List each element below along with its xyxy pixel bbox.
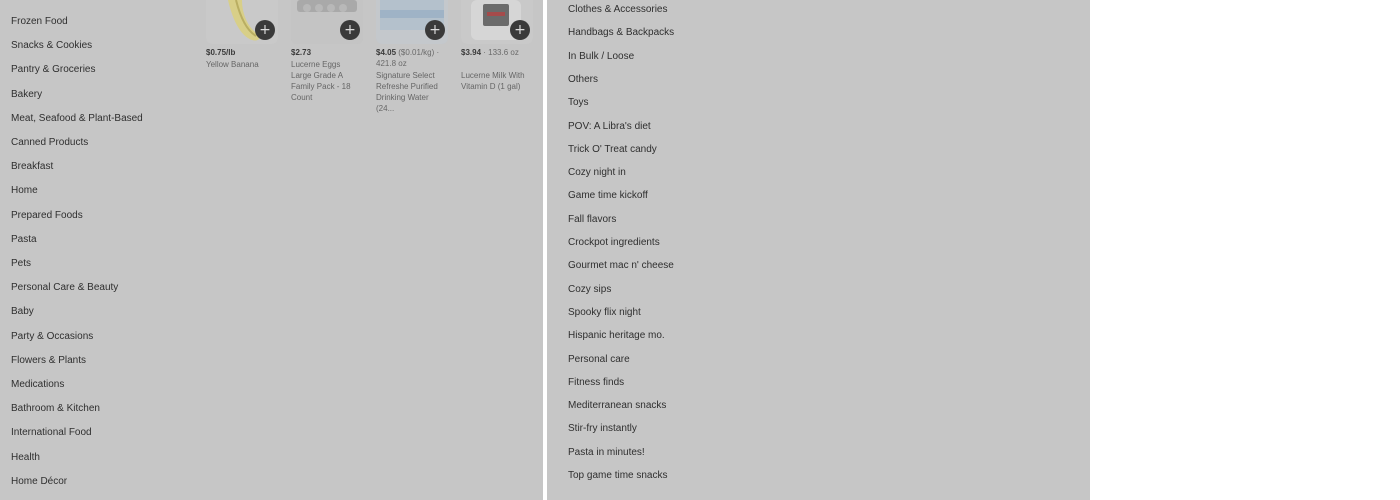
add-to-cart-button[interactable] (255, 20, 275, 40)
product-name[interactable]: Lucerne Eggs Large Grade A Family Pack - 18 Count (291, 60, 351, 102)
add-to-cart-button[interactable] (425, 20, 445, 40)
category-item[interactable]: Baby (11, 306, 34, 318)
add-to-cart-button[interactable] (340, 20, 360, 40)
price-value: $2.73 (291, 48, 312, 57)
collection-menu-item[interactable]: Hispanic heritage mo. (568, 330, 665, 342)
category-item[interactable]: Home (11, 185, 38, 197)
collection-menu-item[interactable]: Handbags & Backpacks (568, 27, 675, 39)
category-item[interactable]: Pets (11, 258, 32, 269)
category-item[interactable]: Breakfast (11, 161, 54, 173)
category-item[interactable]: Flowers & Plants (11, 354, 87, 366)
collection-menu-item[interactable]: Gourmet mac n' cheese (568, 260, 674, 272)
category-item[interactable]: Personal Care & Beauty (11, 282, 119, 294)
product-price (291, 47, 366, 58)
collection-menu-item[interactable]: Spooky flix night (568, 306, 641, 318)
category-item[interactable]: Pasta (11, 233, 37, 245)
collection-menu-item[interactable]: Cozy night in (568, 167, 626, 179)
collection-menu-item[interactable]: Fall flavors (568, 213, 617, 225)
category-item[interactable]: Medications (11, 379, 65, 390)
collection-menu-item[interactable]: Top game time snacks (568, 470, 668, 481)
collection-menu-item[interactable]: Cozy sips (568, 283, 612, 295)
category-item[interactable]: Frozen Food (11, 16, 68, 27)
collection-menu-item[interactable]: POV: A Libra's diet (568, 120, 651, 132)
collection-menu-item[interactable]: Clothes & Accessories (568, 4, 668, 15)
collection-menu-item[interactable]: Others (568, 73, 599, 85)
price-value: $0.75/lb (206, 48, 236, 57)
category-item[interactable]: Party & Occasions (11, 330, 94, 342)
price-unit: · 133.6 oz (483, 48, 519, 57)
category-item[interactable]: Pantry & Groceries (11, 64, 96, 76)
collection-menu-item[interactable]: Toys (568, 97, 589, 109)
plus-icon: + (259, 22, 271, 38)
category-item[interactable]: Health (11, 451, 40, 463)
product-price (376, 47, 451, 69)
category-item[interactable]: Prepared Foods (11, 209, 83, 221)
collection-menu-item[interactable]: Trick O' Treat candy (568, 143, 657, 155)
product-name[interactable]: Yellow Banana (206, 60, 259, 69)
price-value: $4.05 (376, 48, 397, 57)
collection-menu-item[interactable]: Crockpot ingredients (568, 237, 660, 248)
price-value: $3.94 (461, 48, 482, 57)
collection-menu-item[interactable]: Game time kickoff (568, 190, 648, 202)
plus-icon: + (429, 22, 441, 38)
collection-menu-item[interactable]: Stir-fry instantly (568, 423, 637, 435)
category-item[interactable]: Bakery (11, 88, 43, 100)
product-name[interactable]: Signature Select Refreshe Purified Drinking Water (24... (376, 71, 438, 113)
collection-menu-item[interactable]: Mediterranean snacks (568, 400, 667, 412)
category-item[interactable]: Bathroom & Kitchen (11, 403, 100, 415)
collection-menu-item[interactable]: Personal care (568, 353, 630, 365)
product-price (461, 47, 536, 58)
price-unit: ($0.01/kg) · 421.8 oz (376, 48, 440, 68)
category-item[interactable]: Snacks & Cookies (11, 40, 93, 52)
collections-menu-panel (547, 0, 1090, 500)
add-to-cart-button[interactable] (510, 20, 530, 40)
plus-icon: + (514, 22, 526, 38)
collection-menu-item[interactable]: Pasta in minutes! (568, 446, 645, 458)
category-item[interactable]: Meat, Seafood & Plant-Based (11, 112, 143, 124)
category-item[interactable]: Canned Products (11, 137, 89, 148)
plus-icon: + (344, 22, 356, 38)
collection-menu-item[interactable]: In Bulk / Loose (568, 50, 635, 62)
product-name[interactable]: Lucerne Milk With Vitamin D (1 gal) (461, 71, 525, 91)
category-item[interactable]: Home Décor (11, 475, 68, 487)
category-panel (0, 0, 543, 500)
collection-menu-item[interactable]: Fitness finds (568, 376, 625, 388)
category-item[interactable]: International Food (11, 427, 92, 439)
product-price (206, 47, 281, 58)
